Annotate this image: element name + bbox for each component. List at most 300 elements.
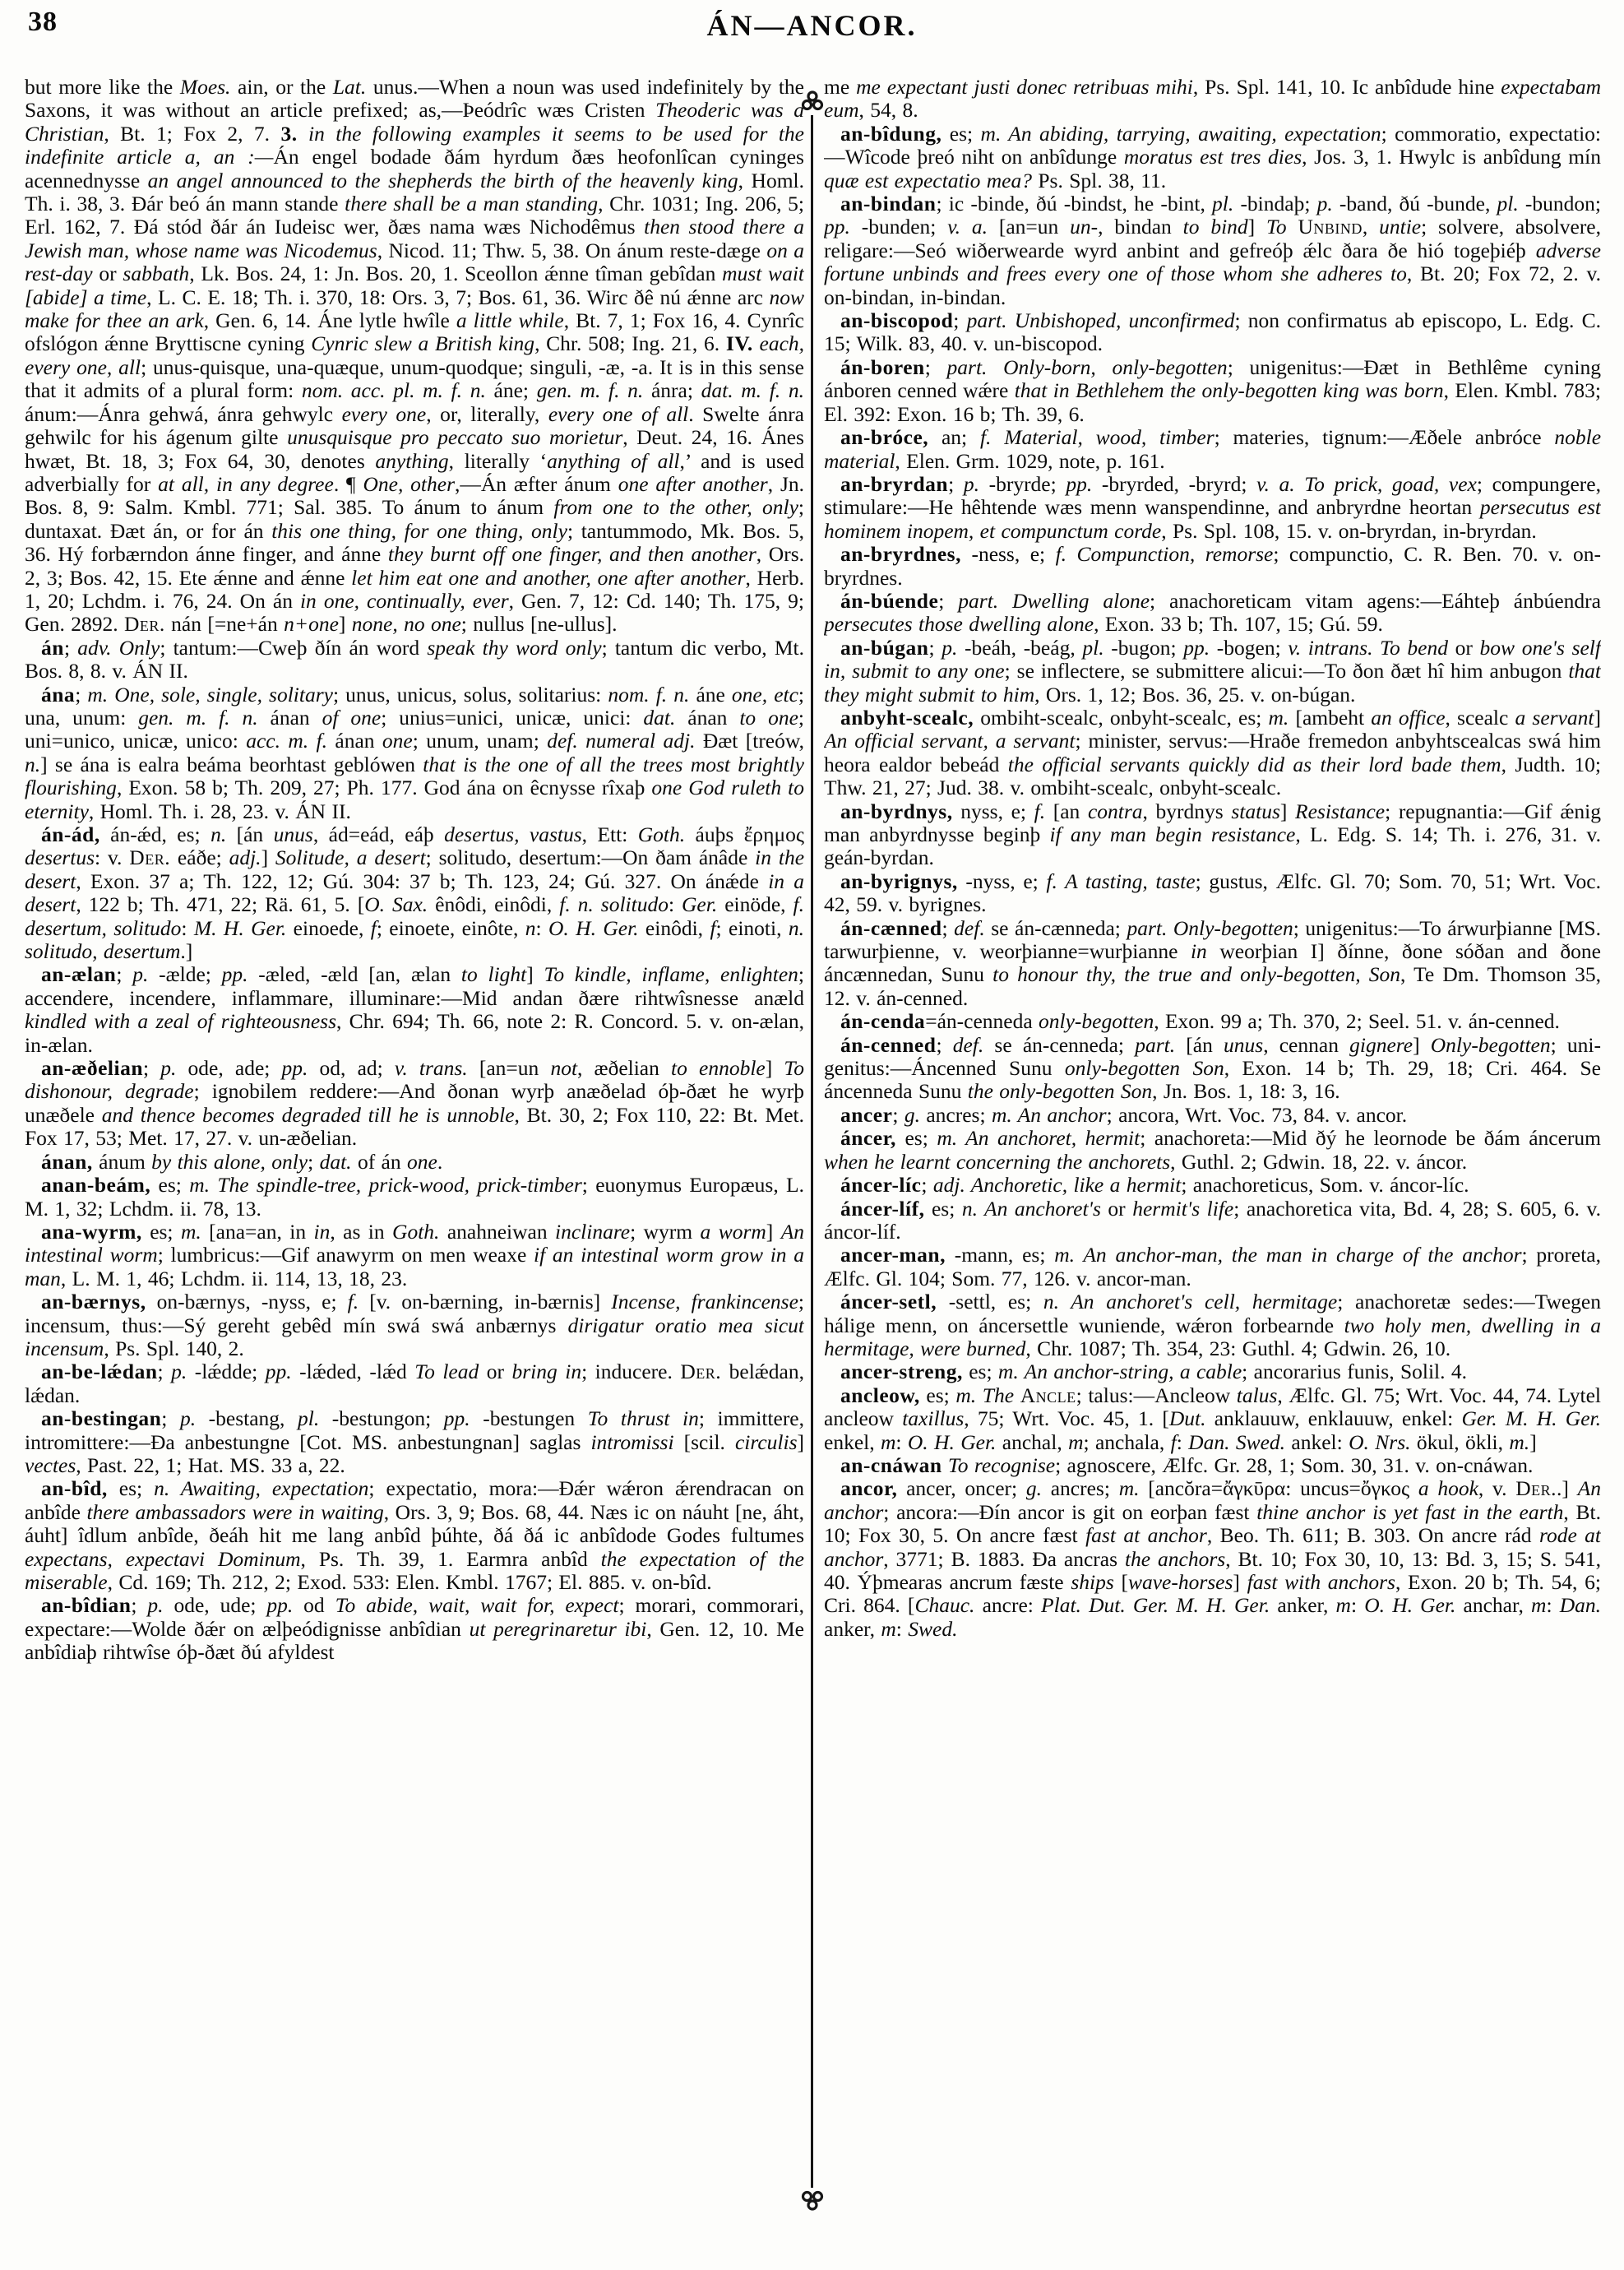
entry-text: ]	[1233, 1570, 1247, 1594]
entry-text: -bestang,	[196, 1406, 298, 1431]
entry-text: the anchors	[1124, 1546, 1226, 1571]
entry-text: -lǽded, -lǽd	[291, 1360, 415, 1384]
entry-text: fast with anchors	[1247, 1570, 1395, 1594]
entry-text: , Ps. Spl. 108, 15. v. on-bryrdan, in-bryrdan.	[1161, 518, 1537, 543]
entry-text: quæ est expectatio mea?	[824, 168, 1032, 192]
entry-text: áne	[689, 682, 732, 706]
entry-text: , Gen. 7, 12: Cd. 140; Th. 175, 9; Gen. 2892.	[25, 588, 804, 637]
entry-text: to bind	[1182, 215, 1248, 239]
entry-text: ênôdi, einôdi,	[428, 892, 560, 917]
entry-text: Plat. Dut. Ger. M. H. Ger.	[1041, 1593, 1270, 1618]
headword: án-búende	[840, 588, 939, 613]
headword: án	[41, 635, 64, 660]
entry-text: un-	[1070, 215, 1099, 239]
entry-text: ; duntaxat. Ðæt án, or for án	[25, 495, 804, 543]
entry-text: Der.	[123, 612, 165, 637]
entry-text: ; lumbricus:—Gif anawyrm on men weaxe	[157, 1243, 534, 1267]
headword: IV.	[725, 331, 753, 356]
entry-text: ]	[526, 962, 544, 987]
entry-text: nán [=ne+án	[164, 612, 285, 637]
entry-text: f. Compunction, remorse	[1055, 542, 1274, 567]
entry-text: v. intrans. To bend	[1288, 635, 1448, 660]
entry-text: anything	[375, 448, 449, 473]
entry-text: -bundon;	[1518, 192, 1601, 216]
trefoil-ornament-bottom-icon	[801, 2189, 824, 2211]
entry-text: def.	[954, 915, 985, 940]
entry-text: m. One, sole, single, solitary	[87, 682, 333, 706]
entry-text: , Chr. 1031; Ing. 206, 5; Erl. 162, 7. Ðá stód ðár án Iudeisc wer, ðæs nama wæs Nichodêmus	[25, 192, 804, 239]
entry-text: ökul, ökli,	[1410, 1429, 1510, 1454]
entry-text: ; accendere, incendere, inflammare, illuminare:—Mid andan ðære rihtwîsnesse anæld	[25, 962, 804, 1010]
entry-text: , Lk. Bos. 24, 1: Jn. Bos. 20, 1. Sceollon ǽnne tîman gebîdan	[189, 262, 723, 286]
entry-text: n+one	[284, 612, 339, 637]
headword: an-æðelian	[41, 1056, 144, 1081]
entry-text: in a desert	[25, 869, 804, 917]
entry-text: ,’ and is used adverbially for	[25, 448, 804, 496]
headword: an-bîd,	[41, 1476, 108, 1501]
entry-text: ; ancora, Wrt. Voc. 73, 84. v. ancor.	[1106, 1102, 1408, 1127]
entry-text: ; anachoretica vita, Bd. 4, 28; S. 605, 6. v. áncor-líf.	[824, 1196, 1601, 1244]
entry-text: every one	[341, 401, 427, 426]
entry-text: einoede,	[286, 915, 371, 940]
headword: ancer	[840, 1102, 893, 1127]
entry-text: pp.	[265, 1360, 292, 1384]
entry-text: , 122 b; Th. 471, 22; Rä. 61, 5. [	[76, 892, 365, 917]
dictionary-entry	[824, 1127, 1601, 1174]
entry-text: or	[1447, 635, 1480, 660]
entry-text: [án	[226, 822, 274, 846]
dictionary-entry	[824, 356, 1601, 426]
dictionary-entry	[25, 76, 804, 637]
entry-text: :	[535, 915, 548, 940]
entry-text: , Exon. 33 b; Th. 107, 15; Gú. 59.	[1094, 612, 1383, 637]
entry-text: p.	[963, 471, 979, 496]
entry-text: anchar,	[1455, 1593, 1532, 1618]
headword: anan-beám,	[41, 1173, 151, 1198]
entry-text: p.	[942, 635, 958, 660]
entry-text: [an=un	[467, 1056, 551, 1081]
entry-text: def.	[952, 1032, 984, 1057]
entry-text: a little while	[456, 308, 564, 333]
entry-text: status	[1231, 799, 1280, 823]
dictionary-entry	[25, 823, 804, 963]
entry-text: , 75; Wrt. Voc. 45, 1. [	[964, 1406, 1169, 1431]
entry-text: ;	[953, 308, 967, 333]
entry-text: adj.	[229, 845, 261, 870]
entry-text: bow one's self in, submit to any one	[824, 635, 1601, 683]
entry-text: ; tantum dic verbo, Mt. Bos. 8, 8. v. ÁN II.	[25, 635, 804, 683]
entry-text: -bogen;	[1210, 635, 1289, 660]
entry-text: the only-begotten Son	[967, 1079, 1153, 1104]
entry-text: kindled with a zeal of righteousness	[25, 1009, 337, 1034]
entry-text: ; gustus, Ælfc. Gl. 70; Som. 70, 51; Wrt. Voc. 42, 59. v. byrignes.	[824, 869, 1601, 917]
entry-text: f	[710, 915, 716, 940]
dictionary-entry	[824, 426, 1601, 473]
entry-text: anker,	[824, 1616, 881, 1641]
entry-text: Dut.	[1168, 1406, 1206, 1431]
entry-text: n. An anchoret's cell, hermitage	[1043, 1290, 1338, 1314]
entry-text: [v. on-bærning, in-bærnis]	[359, 1290, 612, 1314]
entry-text: [	[1113, 1570, 1128, 1594]
entry-text: sabbath	[123, 262, 190, 286]
entry-text: O. H. Ger.	[1364, 1593, 1456, 1618]
entry-text: in	[1190, 939, 1207, 964]
entry-text: p.	[171, 1360, 187, 1384]
entry-text: , byrdnys	[1142, 799, 1232, 823]
headword: an-bærnys,	[41, 1290, 146, 1314]
entry-text: intromissi	[590, 1429, 674, 1454]
entry-text: eáðe;	[170, 845, 229, 870]
entry-text: f. desertum, solitudo	[25, 892, 804, 940]
entry-text: me	[824, 76, 857, 99]
entry-text: -settl, es;	[937, 1290, 1043, 1314]
entry-text: -bestungen	[470, 1406, 588, 1431]
entry-text: ánum	[92, 1149, 152, 1174]
headword: an-byrdnys,	[840, 799, 953, 823]
entry-text: Swed.	[908, 1616, 958, 1641]
entry-text: they burnt off one finger, and then another	[387, 542, 756, 567]
entry-text: part. Dwelling alone	[958, 588, 1150, 613]
entry-text: ;	[928, 635, 942, 660]
dictionary-entry	[25, 963, 804, 1057]
entry-text: , Gen. 12, 10. Me anbîdiaþ rihtwîse óþ-ðæt ðú afyldest	[25, 1616, 804, 1665]
entry-text: bring in	[511, 1360, 582, 1384]
headword: anbyht-scealc,	[840, 705, 974, 730]
entry-text: f.	[347, 1290, 359, 1314]
entry-text: or	[92, 262, 123, 286]
headword: an-bryrdnes,	[840, 542, 961, 567]
entry-text: ships	[1071, 1570, 1114, 1594]
entry-text: :	[1350, 1593, 1365, 1618]
entry-text: -bugon;	[1103, 635, 1184, 660]
entry-text: ; minister, servus:—Hraðe fremedon anbyhtscealcas swá him heora ealdor bebeád	[824, 729, 1601, 776]
entry-text: m.	[180, 1219, 201, 1244]
entry-text: -lǽdde;	[187, 1360, 266, 1384]
entry-text: the expectation of the miserable	[25, 1546, 804, 1594]
entry-text: ; talus:—Ancleow	[1076, 1383, 1237, 1407]
entry-text: ;	[938, 588, 959, 613]
entry-text: , Exon. 20 b; Th. 54, 6; Cri. 864. [	[824, 1570, 1601, 1618]
entry-text: Solitude, a desert	[275, 845, 426, 870]
entry-text: if an intestinal worm grow in a man	[25, 1243, 804, 1290]
entry-text: ánan	[326, 729, 382, 753]
entry-text: in the following examples it seems to be used for the indefinite article a, an :—	[25, 121, 804, 169]
entry-text: n.	[25, 752, 41, 776]
headword: áncer-líc	[840, 1173, 922, 1198]
entry-text: ; solvere, absolvere, religare:—Seó wiðerwearde wyrd anbint and gefreóþ ǽlc ðara ðe hió togeþiéþ	[824, 215, 1601, 262]
entry-text: : v.	[95, 845, 130, 870]
entry-text: ]	[1247, 215, 1267, 239]
entry-text: desertus	[25, 845, 95, 870]
entry-text: es;	[962, 1360, 998, 1384]
entry-text: [an	[1045, 799, 1088, 823]
entry-text: , Homl. Th. i. 38, 3. Ðár beó án mann stande	[25, 168, 804, 216]
entry-text: ;	[921, 1173, 933, 1198]
dictionary-entry	[824, 1010, 1601, 1033]
entry-text: , Elen. Grm. 1029, note, p. 161.	[895, 448, 1165, 473]
entry-text: , Bt. 20; Fox 72, 2. v. on-bindan, in-bindan.	[824, 262, 1601, 309]
entry-text: in the desert	[25, 845, 804, 893]
entry-text: , Elen. Kmbl. 783; El. 392: Exon. 16 b; Th. 39, 6.	[824, 378, 1601, 426]
entry-text: vectes	[25, 1452, 76, 1477]
entry-text: p.	[132, 962, 149, 987]
headword: an-bindan	[840, 192, 937, 216]
entry-text: must wait [abide] a time	[25, 262, 804, 309]
entry-text: , Ps. Th. 39, 1. Earmra anbîd	[300, 1546, 601, 1571]
entry-text: -bryrded, -bryrd;	[1092, 471, 1257, 496]
dictionary-entry	[824, 706, 1601, 800]
entry-text: rode at anchor	[824, 1523, 1601, 1571]
entry-text: :	[1176, 1429, 1189, 1454]
entry-text: to light	[460, 962, 527, 987]
entry-text: ; uni-genitus:—Áncenned Sunu	[824, 1032, 1601, 1081]
entry-text: To kindle, inflame, enlighten	[544, 962, 798, 987]
entry-text: pl.	[1497, 192, 1519, 216]
entry-text: .]	[1557, 1476, 1578, 1501]
entry-text: Only-begotten	[1430, 1032, 1551, 1057]
entry-text: an office	[1371, 705, 1446, 730]
entry-text: ]	[765, 1056, 784, 1081]
entry-text: the official servants quickly did as their lord bade them	[1007, 752, 1501, 776]
entry-text: belǽdan, lǽdan.	[25, 1360, 804, 1407]
entry-text: me expectant justi donec retribuas mihi	[856, 76, 1193, 99]
trefoil-ornament-top-icon	[801, 90, 824, 112]
entry-text: [ana=an, in	[201, 1219, 314, 1244]
entry-text: ; uni=unico, unicæ, unico:	[25, 705, 804, 753]
entry-text: ancer, oncer;	[897, 1476, 1026, 1501]
entry-text: p.	[1316, 192, 1333, 216]
entry-text: , Jos. 3, 1. Hwylc is anbîdung mín	[1302, 145, 1601, 169]
entry-text: ; expectatio, mora:—Ðǽr wǽron ǽrendracan on anbîde	[25, 1476, 804, 1524]
entry-text: ancres;	[1041, 1476, 1119, 1501]
entry-text: Goth.	[392, 1219, 440, 1244]
entry-text: m	[1335, 1593, 1351, 1618]
entry-text: g.	[904, 1102, 920, 1127]
entry-text: a servant	[1515, 705, 1594, 730]
entry-text: ; euonymus Europæus, L. M. 1, 32; Lchdm. ii. 78, 13.	[25, 1173, 804, 1221]
entry-text: by this alone, only	[151, 1149, 308, 1174]
headword: áncer-líf,	[840, 1196, 925, 1221]
entry-text: ánum:—Ánra gehwá, ánra gehwylc	[25, 401, 342, 426]
entry-text: a hook	[1418, 1476, 1478, 1501]
entry-text: of án	[351, 1149, 407, 1174]
entry-text: M. H. Ger.	[193, 915, 287, 940]
entry-text: , Exon. 58 b; Th. 209, 27; Ph. 177. God ána on êcnysse rîxaþ	[116, 776, 652, 800]
entry-text: nom. acc. pl. m. f. n.	[301, 378, 486, 403]
entry-text: from one to the other, only	[553, 495, 798, 520]
entry-text: .	[437, 1149, 443, 1174]
entry-text: one	[382, 729, 413, 753]
entry-text: pp.	[1066, 471, 1093, 496]
entry-text: ; wyrm	[630, 1219, 701, 1244]
entry-text: an angel announced to the shepherds the birth of the heavenly king	[147, 168, 738, 192]
entry-text: ; tantummodo, Mk. Bos. 5, 36. Hý forbærndon ánne finger, and ánne	[25, 518, 804, 567]
entry-text	[942, 1453, 948, 1477]
entry-text: , Beo. Th. 611; B. 303. On ancre rád	[1206, 1523, 1539, 1548]
entry-text: ; materies, tignum:—Æðele anbróce	[1214, 425, 1555, 450]
entry-text: v. a.	[947, 215, 988, 239]
entry-text: now make for thee an ark	[25, 285, 804, 333]
entry-text: unus.—When a noun was used indefinitely by the Saxons, it was without an article prefixed; as,—Þeódrîc wæs Cristen	[25, 76, 804, 123]
entry-text: an;	[928, 425, 980, 450]
headword: an-bîdung,	[840, 121, 942, 146]
entry-text: , L. M. 1, 46; Lchdm. ii. 114, 13, 18, 23.	[60, 1266, 408, 1290]
entry-text: :	[668, 892, 682, 917]
entry-text: To thrust in	[587, 1406, 699, 1431]
entry-text: hermit's life	[1132, 1196, 1234, 1221]
entry-text: pp.	[1183, 635, 1210, 660]
dictionary-entry	[25, 1594, 804, 1664]
headword: ancor,	[840, 1476, 898, 1501]
entry-text: ; unigenitus:—To árwurþianne [MS. tarwurþienne, v. weorþianne=wurþianne	[824, 915, 1601, 964]
entry-text: Ger.	[682, 892, 718, 917]
entry-text: speak thy word only	[427, 635, 602, 660]
entry-text: dat.	[643, 705, 676, 730]
entry-text: ode, ude;	[163, 1593, 267, 1618]
entry-text: :	[1546, 1593, 1560, 1618]
dictionary-entry	[824, 1384, 1601, 1454]
entry-text: m. An anchor	[991, 1102, 1107, 1127]
entry-text: nom. f. n.	[608, 682, 690, 706]
entry-text: ; einoti,	[715, 915, 789, 940]
entry-text: , Judth. 10; Thw. 21, 27; Jud. 38. v. ombiht-scealc, onbyht-scealc.	[824, 752, 1601, 800]
entry-text: this one thing, for one thing, only	[271, 518, 567, 543]
entry-text: ; ic -binde, ðú -bindst, he -bint,	[936, 192, 1213, 216]
entry-text: áuþs ἔρημος	[685, 822, 804, 846]
entry-text: [ancŏra=ἄγκῡρα: uncus=ὄγκος	[1139, 1476, 1418, 1501]
entry-text: :	[895, 1429, 908, 1454]
entry-text: ; compunctio, C. R. Ben. 70. v. on-bryrdnes.	[824, 542, 1601, 590]
entry-text: , Bt. 1; Fox 2, 7.	[104, 121, 281, 146]
entry-text: pp.	[824, 215, 850, 239]
entry-text: , 3771; B. 1883. Ða ancras	[883, 1546, 1125, 1571]
entry-text: To abide, wait, wait for, expect	[335, 1593, 619, 1618]
entry-text: unusquisque pro peccato suo morietur	[287, 425, 623, 450]
entry-text: anker,	[1270, 1593, 1336, 1618]
headword: án-cænned	[840, 915, 942, 940]
entry-text: . Swelte ánra gehwilc for his ágenum gilte	[25, 401, 804, 450]
entry-text: but more like the	[25, 76, 180, 99]
entry-text: when he learnt concerning the anchorets	[824, 1149, 1171, 1174]
entry-text: ]	[338, 612, 352, 637]
headword: áncer,	[840, 1126, 896, 1151]
entry-text: To lead	[414, 1360, 479, 1384]
entry-text: Resistance	[1295, 799, 1386, 823]
entry-text: and thence becomes degraded till he is unnoble	[101, 1102, 515, 1127]
entry-text: , Bt. 10; Fox 30, 5. On ancre fæst	[824, 1499, 1601, 1548]
entry-text: es;	[150, 1173, 190, 1198]
entry-text: ; commoratio, expectatio:—Wîcode þreó niht on anbîdunge	[824, 121, 1601, 169]
entry-text: that they might submit to him	[824, 659, 1601, 706]
entry-text: that in Bethlehem the only-begotten king was born	[1014, 378, 1444, 403]
entry-text: ; tantum:—Cweþ ðín án word	[160, 635, 428, 660]
entry-text: , L. C. E. 18; Th. i. 370, 18: Ors. 3, 7; Bos. 61, 36. Wirc ðê nú ǽnne arc	[146, 285, 770, 309]
entry-text: f. Material, wood, timber	[979, 425, 1215, 450]
entry-text: ; anachoretæ sedes:—Twegen hálige menn, on áncersettle wuniende, wǽron forbearnde	[824, 1290, 1601, 1337]
entry-text: ;	[892, 1102, 905, 1127]
entry-text: ]	[1529, 1429, 1537, 1454]
headword: an-biscopod	[840, 308, 954, 333]
entry-text: ; unum, unam;	[412, 729, 548, 753]
entry-text: none, no one	[351, 612, 461, 637]
entry-text: p.	[147, 1593, 164, 1618]
entry-text: g.	[1025, 1476, 1042, 1501]
entry-text: , 54, 8.	[858, 98, 918, 123]
entry-text: every one of all	[548, 401, 689, 426]
headword: ancer-streng,	[840, 1360, 963, 1384]
dictionary-entry	[25, 1174, 804, 1221]
entry-text: nyss, e;	[952, 799, 1034, 823]
entry-text: , Cd. 169; Th. 212, 2; Exod. 533: Elen. Kmbl. 1767; El. 885. v. on-bîd.	[107, 1570, 712, 1594]
entry-text: Ancle	[1020, 1383, 1076, 1407]
entry-text: ]	[797, 1429, 804, 1454]
entry-text: Goth.	[637, 822, 686, 846]
entry-text: -bindaþ;	[1233, 192, 1317, 216]
dictionary-entry	[824, 870, 1601, 917]
entry-text: , Exon. 37 a; Th. 122, 12; Gú. 304: 37 b; Th. 123, 24; Gú. 327. On ánǽde	[76, 869, 769, 893]
entry-text: adj. Anchoretic, like a hermit	[932, 1173, 1182, 1198]
entry-text: Der.	[129, 845, 171, 870]
entry-text: adverse fortune unbinds and frees every one of those whom she adheres to	[824, 238, 1601, 286]
entry-text: there shall be a man standing	[345, 192, 599, 216]
entry-text: , Chr. 1087; Th. 354, 23: Guthl. 4; Gdwin. 26, 10.	[1025, 1336, 1451, 1360]
entry-text: v. trans.	[394, 1056, 468, 1081]
headword: an-byrignys,	[840, 869, 958, 893]
entry-text: if any man begin resistance	[1049, 822, 1296, 846]
dictionary-entry	[824, 590, 1601, 637]
dictionary-entry	[25, 1290, 804, 1360]
headword: an-cnáwan	[840, 1452, 942, 1477]
entry-text: m. An abiding, tarrying, awaiting, expectation	[980, 121, 1381, 146]
entry-text: talus	[1236, 1383, 1278, 1407]
entry-text: , L. Edg. S. 14; Th. i. 276, 31. v. geán-byrdan.	[824, 822, 1601, 870]
entry-text: Moes.	[179, 76, 231, 99]
entry-text: , Ælfc. Gl. 75; Wrt. Voc. 44, 74. Lytel ancleow	[824, 1383, 1601, 1431]
entry-text: ,—Án æfter ánum	[455, 471, 618, 496]
page-title: ÁN—ANCOR.	[706, 9, 918, 42]
entry-text: es;	[942, 121, 981, 146]
entry-text: od	[293, 1593, 335, 1618]
entry-text: m.	[1509, 1429, 1530, 1454]
entry-text: ; una, unum:	[25, 682, 804, 730]
entry-text: , Deut. 24, 16. Ánes hwæt, Bt. 18, 3; Fox 64, 30, denotes	[25, 425, 804, 473]
entry-text: m. The	[955, 1383, 1020, 1407]
entry-text: [an=un	[988, 215, 1071, 239]
entry-text: p.	[160, 1056, 177, 1081]
entry-text: circulis	[734, 1429, 798, 1454]
entry-text: Dan. Swed.	[1188, 1429, 1286, 1454]
entry-text: f.	[1034, 799, 1046, 823]
entry-text: dirigatur oratio mea sicut incensum	[25, 1313, 804, 1360]
dictionary-entry	[824, 473, 1601, 543]
entry-text: part.	[1135, 1032, 1176, 1057]
dictionary-entry	[25, 1151, 804, 1174]
headword: án-ád,	[41, 822, 100, 846]
entry-text: moratus est tres dies	[1123, 145, 1302, 169]
entry-text: , Herb. 1, 20; Lchdm. i. 76, 24. On án	[25, 565, 804, 613]
entry-text: ; repugnantia:—Gif ǽnig man anbyrdnysse beginþ	[824, 799, 1601, 846]
entry-text: ;	[924, 354, 947, 379]
entry-text: od, ad;	[308, 1056, 395, 1081]
entry-text: ain, or the	[230, 76, 333, 99]
entry-text: dat. m. f. n.	[701, 378, 804, 403]
entry-text: ] se ána is ealra beáma beorhtast geblówen	[40, 752, 423, 776]
entry-text: ánan	[257, 705, 322, 730]
entry-text: gen. m. f. n.	[536, 378, 644, 403]
entry-text: m	[1531, 1593, 1547, 1618]
entry-text: ;	[161, 1406, 180, 1431]
entry-text: O. H. Ger.	[548, 915, 639, 940]
